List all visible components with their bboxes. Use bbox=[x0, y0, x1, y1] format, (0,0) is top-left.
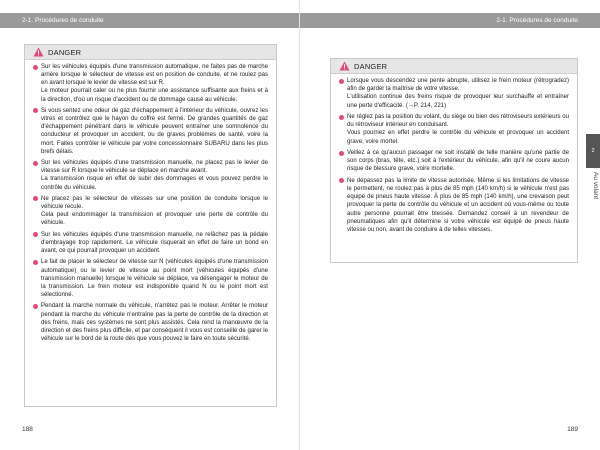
danger-text: Ne dépassez pas la limite de vitesse autorisée. Même si les limitations de vitesse le permettent, ne roulez pas à plus de 85 mph (140 km/h) si le véhicule n'est pas équipé de pneus haute vitesse. À plus de 85 mph (140 km/h), une crevaison peut provoquer la perte de contrôle du véhicule et un accident où vous-même ou toute autre personne pourrait être blessée. Demandez conseil à un revendeur de pneumatiques afin qu'il détermine si votre véhicule est équipé de pneus haute vitesse ou non, avant de conduire à de telles vitesses. bbox=[347, 177, 569, 234]
danger-item bbox=[33, 302, 268, 343]
danger-text: Pendant la marche normale du véhicule, n'arrêtez pas le moteur. Arrêter le moteur pendant la marche du véhicule n'entraîne pas la perte de contrôle de la direction et des freins, mais ces systèmes ne sont plus assistés. Cela rend la manœuvre de la direction et des freins plus difficile, et par conséquent il vous est conseillé de garer le véhicule sur le bord de la route dès que vous pouvez le faire en toute sécurité. bbox=[41, 303, 268, 342]
right-page bbox=[300, 0, 600, 450]
right-danger-header bbox=[331, 59, 577, 74]
right-page-number: 189 bbox=[567, 426, 578, 433]
left-danger-box bbox=[24, 44, 277, 407]
danger-text: Lorsque vous descendez une pente abrupte, utilisez le frein moteur (rétrogradez) afin de garder la maîtrise de votre vitesse. bbox=[347, 78, 569, 93]
danger-item bbox=[339, 149, 569, 174]
bullet-icon bbox=[33, 232, 38, 237]
bullet-icon bbox=[339, 178, 344, 183]
danger-text: Sur les véhicules équipés d'une transmission manuelle, ne relâchez pas la pédale d'embrayage trop rapidement. Le véhicule risquerait en effet de faire un bond en avant, ce qui pourrait provoquer un accident. bbox=[41, 231, 268, 255]
danger-item bbox=[33, 159, 268, 192]
right-page-header: 2-1. Procédures de conduite bbox=[300, 13, 600, 28]
danger-item bbox=[33, 231, 268, 255]
danger-item bbox=[339, 77, 569, 110]
warning-triangle-icon bbox=[339, 61, 350, 71]
bullet-icon bbox=[33, 108, 38, 113]
right-danger-box bbox=[330, 58, 578, 263]
danger-text: Si vous sentez une odeur de gaz d'échappement à l'intérieur du véhicule, ouvrez les vitres et contrôlez que le hayon du coffre est fermé. De grandes quantités de gaz d'échappement pénétrant dans le véhicule peuvent entraîner une somnolence du conducteur et provoquer un accident, ou de graves problèmes de santé, voire la mort. Faites contrôler le véhicule par votre concessionnaire SUBARU dans les plus brefs délais. bbox=[41, 107, 268, 155]
bullet-icon bbox=[33, 304, 38, 309]
left-page-header: 2-1. Procédures de conduite bbox=[0, 13, 300, 28]
danger-item bbox=[339, 113, 569, 146]
danger-label: DANGER bbox=[354, 61, 388, 71]
chapter-tab: 2 bbox=[586, 134, 600, 168]
bullet-icon bbox=[33, 196, 38, 201]
warning-triangle-icon bbox=[33, 47, 44, 57]
bullet-icon bbox=[339, 115, 344, 120]
chapter-side-label: Au volant bbox=[592, 172, 599, 200]
danger-item bbox=[33, 195, 268, 228]
left-danger-list bbox=[25, 60, 276, 343]
danger-item bbox=[339, 177, 569, 234]
danger-text: Sur les véhicules équipés d'une transmission manuelle, ne placez pas le levier de vitesse sur R lorsque le véhicule se déplace en marche avant. bbox=[41, 160, 268, 175]
danger-text: Le fait de placer le sélecteur de vitesse sur N (véhicules équipés d'une transmission automatique) ou le levier de vitesse au point mort (véhicules équipés d'une transmission manuelle) lorsque le véhicule se déplace, va désengager le moteur de la transmission. Le frein moteur est indisponible quand N ou le point mort est sélectionné. bbox=[41, 259, 268, 298]
bullet-icon bbox=[339, 151, 344, 156]
left-danger-header bbox=[25, 45, 276, 60]
danger-label: DANGER bbox=[48, 47, 82, 57]
danger-text: Veillez à ce qu'aucun passager ne soit installé de telle manière qu'une partie de son corps (bras, tête, etc.) soit à l'extérieur du véhicule, afin qu'il ne coure aucun risque de blessure grave, voire mortelle. bbox=[347, 150, 569, 173]
danger-item bbox=[33, 258, 268, 299]
bullet-icon bbox=[33, 260, 38, 265]
danger-item bbox=[33, 107, 268, 156]
danger-text: Vous pourriez en effet perdre le contrôle du véhicule et provoquer un accident grave, voire mortel. bbox=[347, 130, 569, 145]
danger-text: Ne placez pas le sélecteur de vitesses sur une position de conduite lorsque le véhicule recule. bbox=[41, 195, 268, 211]
right-danger-list bbox=[331, 74, 577, 234]
danger-text: L'utilisation continue des freins risque de provoquer leur surchauffe et entraîner une perte d'efficacité. (→P. 214, 221) bbox=[347, 94, 569, 109]
danger-text: Ne réglez pas la position du volant, du siège ou bien des rétroviseurs extérieurs ou du rétroviseur intérieur en conduisant. bbox=[347, 114, 569, 129]
bullet-icon bbox=[33, 161, 38, 166]
danger-text: Sur les véhicules équipés d'une transmission automatique, ne faites pas de marche arrière lorsque le sélecteur de vitesse est en position de conduite, et ne roulez pas en avant lorsque le levier de vitesse est sur R. bbox=[41, 64, 268, 87]
danger-text: La transmission risque en effet de subir des dommages et vous pouvez perdre le contrôle du véhicule. bbox=[41, 176, 268, 191]
bullet-icon bbox=[33, 65, 38, 70]
danger-item bbox=[33, 63, 268, 104]
danger-text: Le moteur pourrait caler ou ne plus fournir une assistance suffisante aux freins et à la direction, d'où un risque d'accident ou de dommage causé au véhicule. bbox=[41, 88, 268, 103]
left-page-number: 188 bbox=[22, 426, 33, 433]
danger-text: Cela peut endommager la transmission et provoquer une perte de contrôle du véhicule. bbox=[41, 212, 268, 227]
bullet-icon bbox=[339, 79, 344, 84]
